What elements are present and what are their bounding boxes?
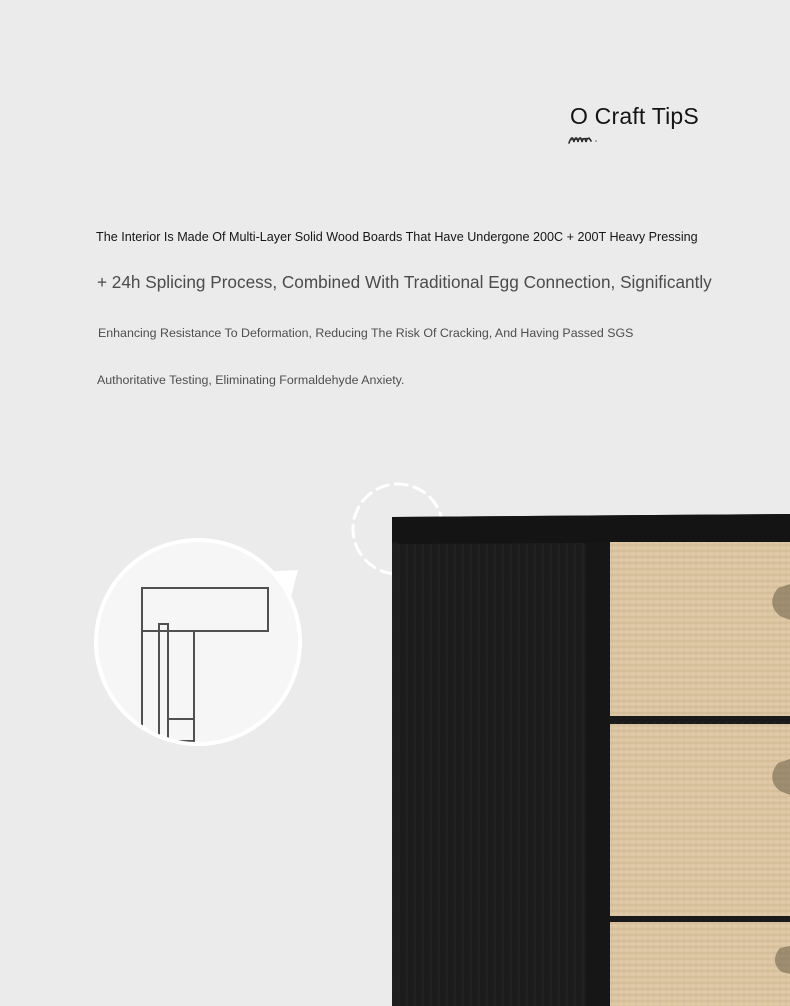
- description-line-1: The Interior Is Made Of Multi-Layer Solid Wood Boards That Have Undergone 200C + 200T Heavy Pressing: [96, 230, 698, 244]
- description-line-4: Authoritative Testing, Eliminating Formaldehyde Anxiety.: [97, 373, 405, 387]
- cabinet-corner-photo: [388, 508, 790, 1006]
- description-line-3: Enhancing Resistance To Deformation, Reducing The Risk Of Cracking, And Having Passed SGS: [98, 326, 634, 340]
- brand-script-icon: [568, 133, 604, 145]
- description-line-2: + 24h Splicing Process, Combined With Traditional Egg Connection, Significantly: [97, 272, 712, 292]
- wood-joint-cross-section-icon: [92, 536, 304, 748]
- page-title: O Craft TipS: [570, 103, 699, 129]
